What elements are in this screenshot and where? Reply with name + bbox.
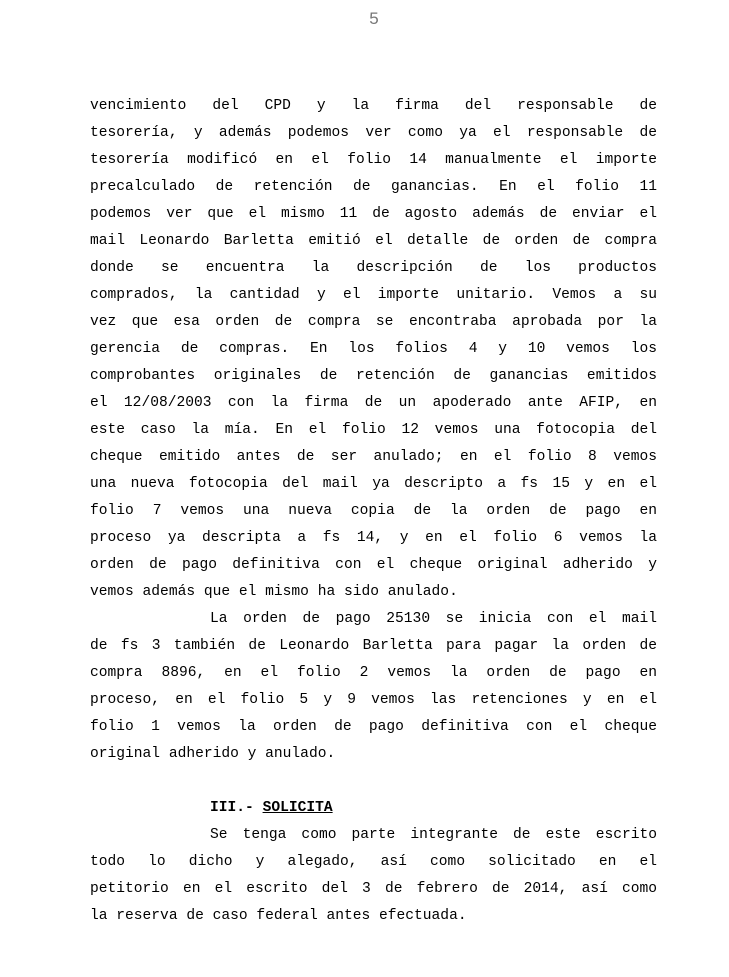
line-wrapper bbox=[90, 390, 657, 417]
line-wrapper bbox=[90, 660, 657, 687]
line-wrapper bbox=[90, 471, 657, 498]
line-wrapper bbox=[90, 552, 657, 579]
text-line: todo lo dicho y alegado, así como solicitado en el bbox=[90, 854, 657, 870]
page-number: 5 bbox=[369, 9, 379, 28]
text-line: vez que esa orden de compra se encontraba aprobada por la bbox=[90, 314, 657, 330]
line-wrapper bbox=[90, 444, 657, 471]
text-line: tesorería, y además podemos ver como ya el responsable de bbox=[90, 125, 657, 141]
document-body bbox=[90, 93, 657, 930]
text-line: la reserva de caso federal antes efectuada. bbox=[90, 908, 467, 924]
text-line: gerencia de compras. En los folios 4 y 10 vemos los bbox=[90, 341, 657, 357]
text-line: petitorio en el escrito del 3 de febrero de 2014, así como bbox=[90, 881, 657, 897]
line-wrapper bbox=[90, 417, 657, 444]
section-title: SOLICITA bbox=[262, 800, 333, 816]
line-wrapper bbox=[90, 687, 657, 714]
text-line: Se tenga como parte integrante de este escrito bbox=[210, 827, 657, 843]
line-wrapper bbox=[90, 741, 657, 768]
line-wrapper bbox=[90, 714, 657, 741]
text-line: precalculado de retención de ganancias. En el folio 11 bbox=[90, 179, 657, 195]
line-wrapper bbox=[90, 255, 657, 282]
text-line: este caso la mía. En el folio 12 vemos una fotocopia del bbox=[90, 422, 657, 438]
text-line: proceso ya descripta a fs 14, y en el folio 6 vemos la bbox=[90, 530, 657, 546]
text-line: orden de pago definitiva con el cheque original adherido y bbox=[90, 557, 657, 573]
line-wrapper bbox=[90, 93, 657, 120]
line-wrapper bbox=[90, 201, 657, 228]
text-line: original adherido y anulado. bbox=[90, 746, 336, 762]
line-wrapper bbox=[90, 633, 657, 660]
paragraph bbox=[90, 93, 657, 606]
line-wrapper bbox=[90, 876, 657, 903]
section-heading bbox=[90, 795, 657, 822]
text-line: mail Leonardo Barletta emitió el detalle de orden de compra bbox=[90, 233, 657, 249]
text-line: vemos además que el mismo ha sido anulado. bbox=[90, 584, 458, 600]
paragraph bbox=[90, 606, 657, 768]
text-line: cheque emitido antes de ser anulado; en el folio 8 vemos bbox=[90, 449, 657, 465]
line-wrapper bbox=[90, 363, 657, 390]
line-wrapper bbox=[90, 147, 657, 174]
text-line: La orden de pago 25130 se inicia con el mail bbox=[210, 611, 657, 627]
line-wrapper bbox=[90, 336, 657, 363]
text-line: vencimiento del CPD y la firma del responsable de bbox=[90, 98, 657, 114]
section-number: III.- bbox=[210, 800, 254, 816]
line-wrapper bbox=[90, 228, 657, 255]
text-line: folio 7 vemos una nueva copia de la orden de pago en bbox=[90, 503, 657, 519]
line-wrapper bbox=[90, 606, 657, 633]
text-line: podemos ver que el mismo 11 de agosto además de enviar el bbox=[90, 206, 657, 222]
line-wrapper bbox=[90, 822, 657, 849]
text-line: folio 1 vemos la orden de pago definitiva con el cheque bbox=[90, 719, 657, 735]
line-wrapper bbox=[90, 498, 657, 525]
section-body bbox=[90, 822, 657, 930]
line-wrapper bbox=[90, 282, 657, 309]
line-wrapper bbox=[90, 120, 657, 147]
line-wrapper bbox=[90, 579, 657, 606]
text-line: comprobantes originales de retención de ganancias emitidos bbox=[90, 368, 657, 384]
text-line: tesorería modificó en el folio 14 manualmente el importe bbox=[90, 152, 657, 168]
paragraphs bbox=[90, 93, 657, 768]
section-gap bbox=[90, 768, 657, 795]
text-line: donde se encuentra la descripción de los productos bbox=[90, 260, 657, 276]
text-line: proceso, en el folio 5 y 9 vemos las retenciones y en el bbox=[90, 692, 657, 708]
line-wrapper bbox=[90, 903, 657, 930]
text-line: compra 8896, en el folio 2 vemos la orden de pago en bbox=[90, 665, 657, 681]
text-line: el 12/08/2003 con la firma de un apoderado ante AFIP, en bbox=[90, 395, 657, 411]
line-wrapper bbox=[90, 525, 657, 552]
line-wrapper bbox=[90, 309, 657, 336]
text-line: una nueva fotocopia del mail ya descripto a fs 15 y en el bbox=[90, 476, 657, 492]
line-wrapper bbox=[90, 849, 657, 876]
line-wrapper bbox=[90, 174, 657, 201]
text-line: comprados, la cantidad y el importe unitario. Vemos a su bbox=[90, 287, 657, 303]
text-line: de fs 3 también de Leonardo Barletta para pagar la orden de bbox=[90, 638, 657, 654]
